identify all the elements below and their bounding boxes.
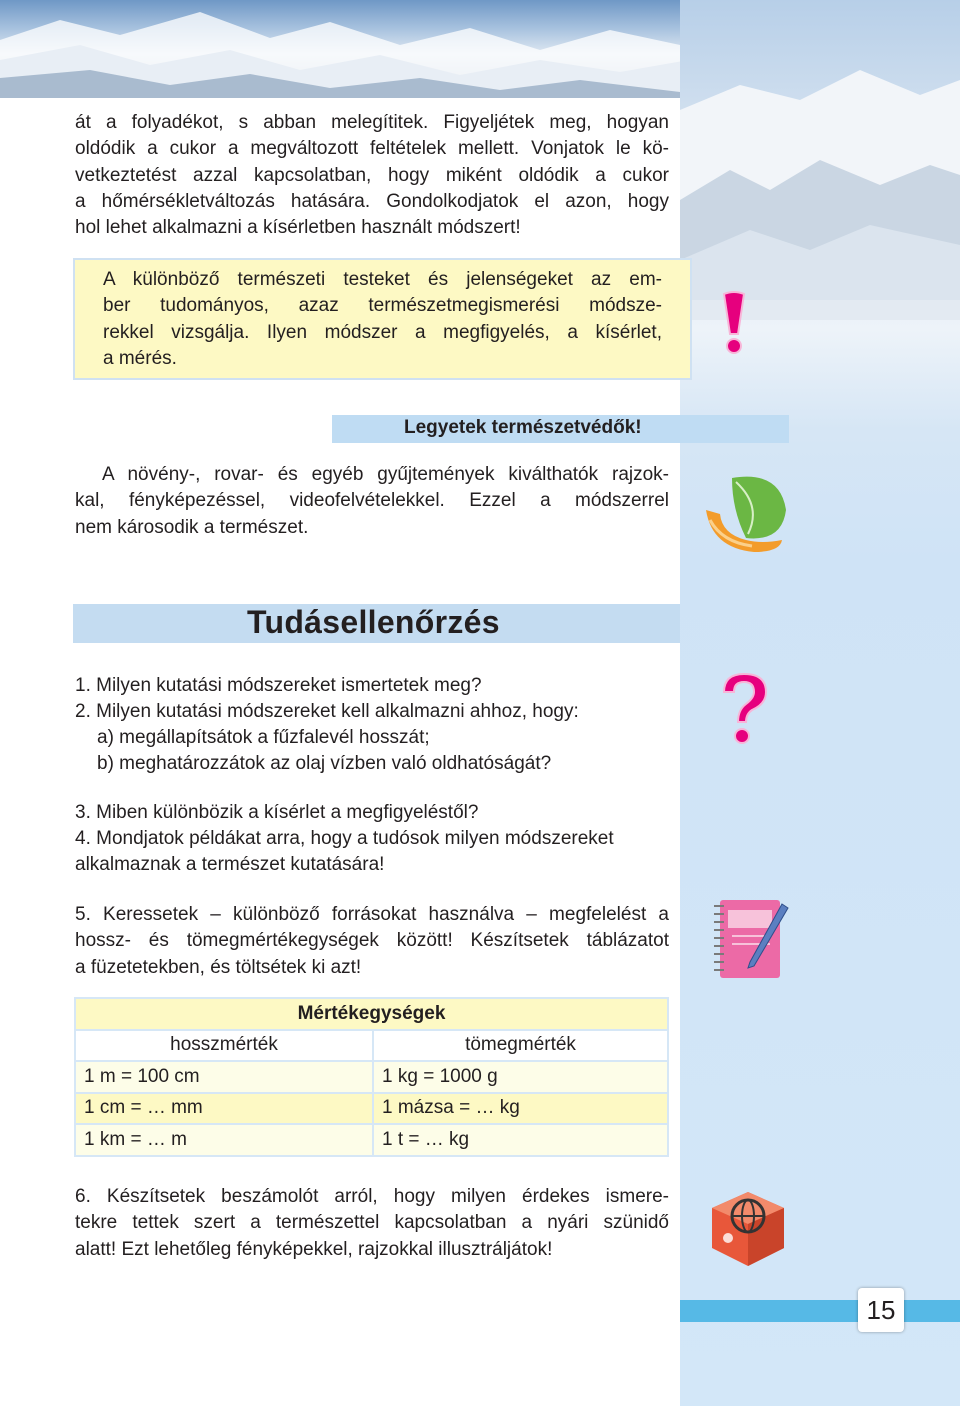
- notebook-pen-icon: [710, 896, 790, 984]
- table-cell: 1 mázsa = … kg: [373, 1093, 668, 1125]
- globe-cube-icon: [706, 1186, 790, 1270]
- nature-line: nem károsodik a természet.: [75, 516, 309, 538]
- table-title: Mértékegységek: [75, 998, 668, 1030]
- note-line: A különböző természeti testeket és jelenségeket az em-: [103, 269, 662, 290]
- question-3: 3. Miben különbözik a kísérlet a megfigyeléstől?: [75, 802, 479, 823]
- nature-heading: Legyetek természetvédők!: [404, 417, 642, 438]
- column-header-mass: tömegmérték: [373, 1030, 668, 1062]
- question-1: 1. Milyen kutatási módszereket ismertetek meg?: [75, 675, 482, 696]
- intro-paragraph: [75, 110, 669, 241]
- intro-line: hol lehet alkalmazni a kísérletben használt módszert!: [75, 217, 521, 239]
- question-5: [75, 902, 669, 981]
- note-line: ber tudományos, azaz természetmegismerési módsze-: [103, 295, 662, 317]
- table-row: [75, 1124, 668, 1156]
- units-table: [74, 997, 669, 1157]
- question-5-line: a füzetetekben, és töltsétek ki azt!: [75, 956, 362, 978]
- intro-line: a hőmérsékletváltozás hatására. Gondolkodjatok el azon, hogy: [75, 190, 669, 212]
- table-cell: 1 km = … m: [75, 1124, 373, 1156]
- table-cell: 1 cm = … mm: [75, 1093, 373, 1125]
- definition-note-box: [73, 258, 692, 380]
- note-line: a mérés.: [103, 347, 177, 369]
- question-6: [75, 1184, 669, 1263]
- intro-line: oldódik a cukor a megváltozott feltételek mellett. Vonjatok le kö-: [75, 138, 669, 160]
- question-5-line: 5. Keressetek – különböző forrásokat használva – megfelelést a: [75, 904, 669, 925]
- table-cell: 1 kg = 1000 g: [373, 1061, 668, 1093]
- question-4: 4. Mondjatok példákat arra, hogy a tudósok milyen módszereket: [75, 828, 614, 849]
- question-2a: a) megállapítsátok a fűzfalevél hosszát;: [97, 727, 430, 748]
- nature-paragraph: [75, 462, 669, 541]
- nature-line: kal, fényképezéssel, videofelvételekkel. Ezzel a módszerrel: [75, 490, 669, 512]
- quiz-heading-bar: [73, 604, 680, 643]
- question-6-line: 6. Készítsetek beszámolót arról, hogy milyen érdekes ismere-: [75, 1186, 669, 1207]
- quiz-heading: Tudásellenőrzés: [247, 604, 500, 640]
- page-number: 15: [858, 1288, 904, 1332]
- table-cell: 1 m = 100 cm: [75, 1061, 373, 1093]
- question-5-line: hossz- és tömegmértékegységek között! Készítsetek táblázatot: [75, 930, 669, 952]
- question-6-line: tekre tettek szert a természettel kapcsolatban a nyári szünidő: [75, 1212, 669, 1234]
- table-row: [75, 1093, 668, 1125]
- page-number-bar: [680, 1300, 960, 1322]
- question-2: 2. Milyen kutatási módszereket kell alkalmazni ahhoz, hogy:: [75, 701, 579, 722]
- nature-line: A növény-, rovar- és egyéb gyűjtemények kiválthatók rajzok-: [102, 464, 669, 485]
- question-icon: [716, 670, 772, 750]
- table-title-row: [75, 998, 668, 1030]
- question-4-cont: alkalmaznak a természet kutatására!: [75, 854, 385, 875]
- column-header-length: hosszmérték: [75, 1030, 373, 1062]
- question-2b: b) meghatározzátok az olaj vízben való oldhatóságát?: [97, 753, 552, 774]
- exclamation-icon: [712, 290, 756, 360]
- intro-line: vetkeztetést azzal kapcsolatban, hogy miként oldódik a cukor: [75, 164, 669, 186]
- question-6-line: alatt! Ezt lehetőleg fényképekkel, rajzokkal illusztráljátok!: [75, 1238, 553, 1260]
- leaf-hand-icon: [702, 470, 790, 558]
- table-header-row: [75, 1030, 668, 1062]
- nature-heading-bar: [332, 415, 789, 443]
- sidebar-mountains: [680, 0, 960, 460]
- table-row: [75, 1061, 668, 1093]
- intro-line: át a folyadékot, s abban melegítitek. Figyeljétek meg, hogyan: [75, 112, 669, 133]
- table-cell: 1 t = … kg: [373, 1124, 668, 1156]
- note-line: rekkel vizsgálja. Ilyen módszer a megfigyelés, a kísérlet,: [103, 321, 662, 343]
